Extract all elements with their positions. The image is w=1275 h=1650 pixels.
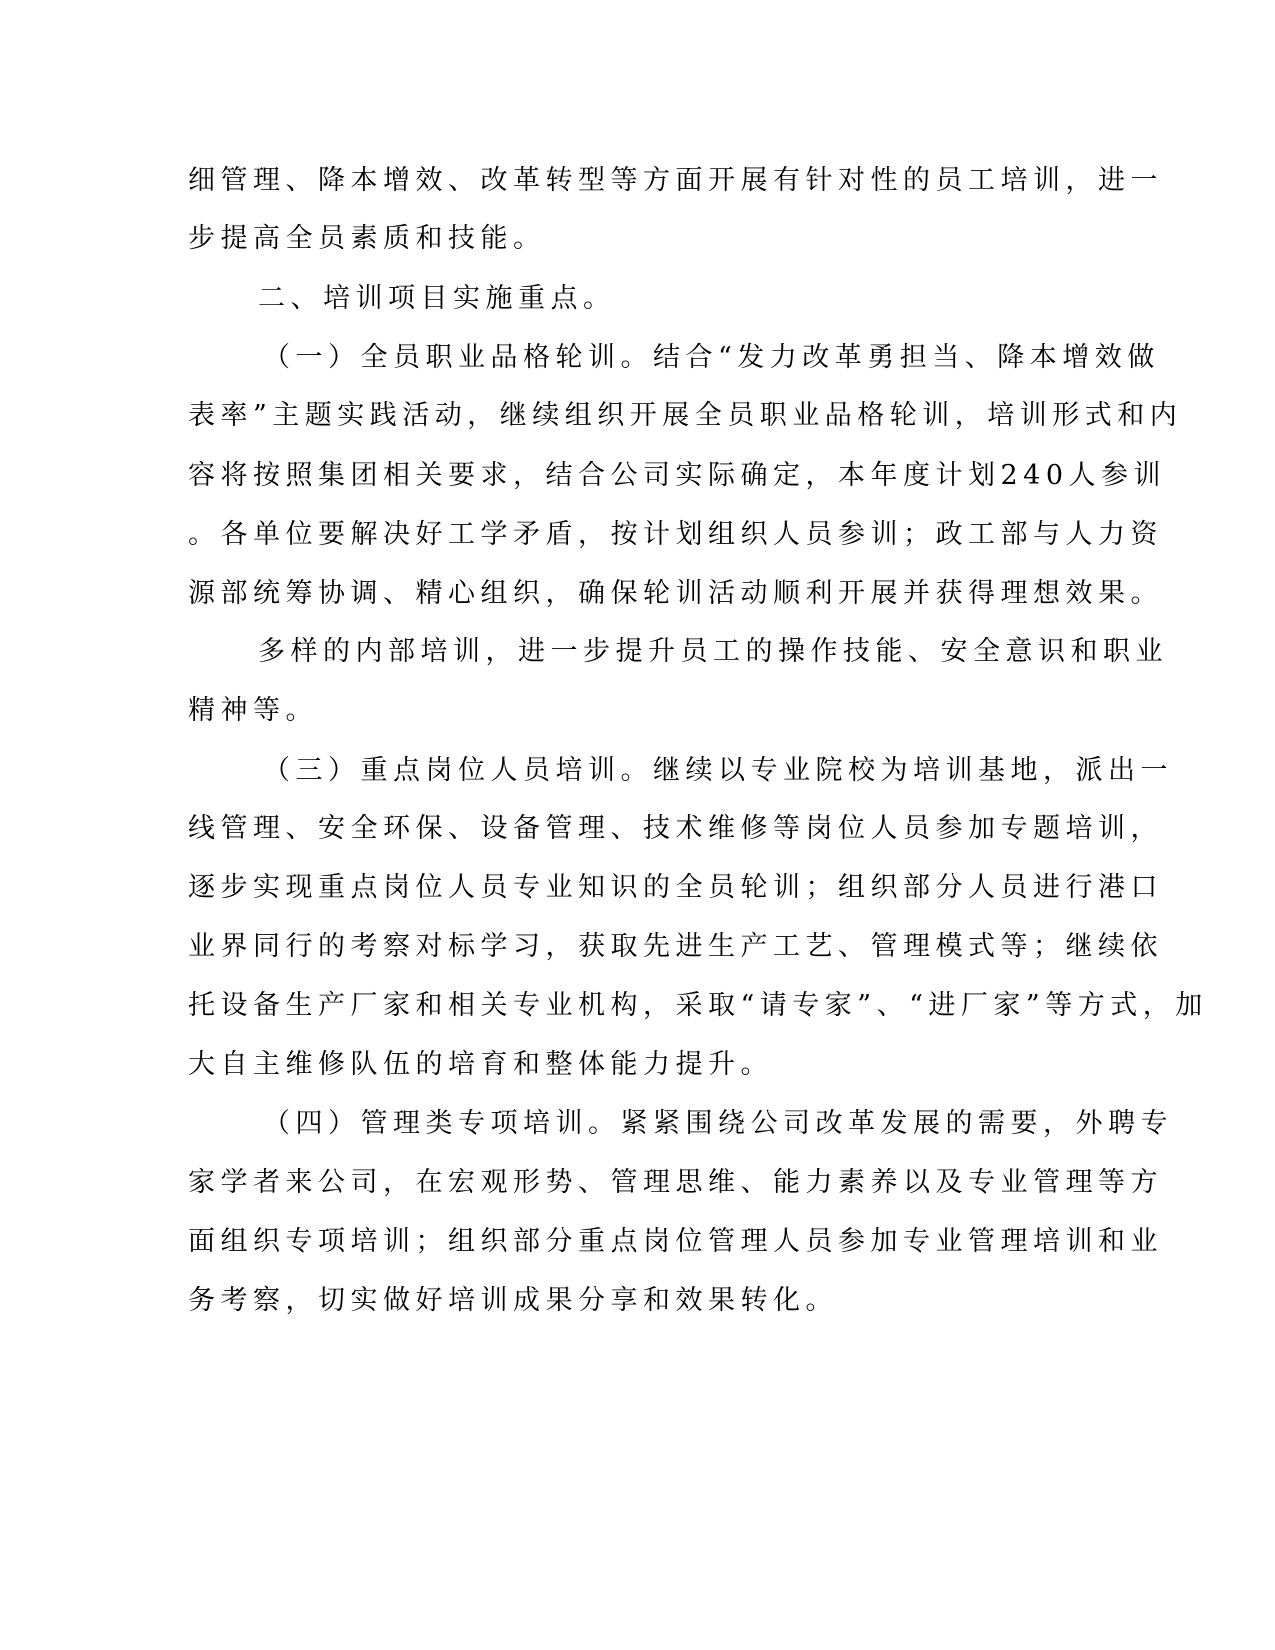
text-line: 托设备生产厂家和相关专业机构，采取“请专家”、“进厂家”等方式，加 xyxy=(188,990,1208,1021)
text-line: 容将按照集团相关要求，结合公司实际确定，本年度计划240人参训 xyxy=(188,460,1167,491)
text-line: 精神等。 xyxy=(188,695,318,726)
text-line: 源部统筹协调、精心组织，确保轮训活动顺利开展并获得理想效果。 xyxy=(188,578,1163,609)
text-line: 家学者来公司，在宏观形势、管理思维、能力素养以及专业管理等方 xyxy=(188,1167,1163,1198)
section-heading: 二、培训项目实施重点。 xyxy=(258,283,616,314)
text-line: 线管理、安全环保、设备管理、技术维修等岗位人员参加专题培训， xyxy=(188,813,1163,844)
text-line: 务考察，切实做好培训成果分享和效果转化。 xyxy=(188,1285,838,1316)
text-line: 业界同行的考察对标学习，获取先进生产工艺、管理模式等；继续依 xyxy=(188,931,1163,962)
text-line: 逐步实现重点岗位人员专业知识的全员轮训；组织部分人员进行港口 xyxy=(188,872,1163,903)
text-line: （四）管理类专项培训。紧紧围绕公司改革发展的需要，外聘专 xyxy=(263,1108,1173,1139)
text-line: 大自主维修队伍的培育和整体能力提升。 xyxy=(188,1049,773,1080)
text-line: 多样的内部培训，进一步提升员工的操作技能、安全意识和职业 xyxy=(258,636,1168,667)
text-line: 细管理、降本增效、改革转型等方面开展有针对性的员工培训，进一 xyxy=(188,165,1163,196)
text-line: 步提高全员素质和技能。 xyxy=(188,223,546,254)
text-line: 。各单位要解决好工学矛盾，按计划组织人员参训；政工部与人力资 xyxy=(188,519,1163,550)
text-line: （一）全员职业品格轮训。结合“发力改革勇担当、降本增效做 xyxy=(263,342,1160,373)
text-line: 表率”主题实践活动，继续组织开展全员职业品格轮训，培训形式和内 xyxy=(188,400,1183,431)
text-line: （三）重点岗位人员培训。继续以专业院校为培训基地，派出一 xyxy=(263,755,1173,786)
text-line: 面组织专项培训；组织部分重点岗位管理人员参加专业管理培训和业 xyxy=(188,1226,1163,1257)
